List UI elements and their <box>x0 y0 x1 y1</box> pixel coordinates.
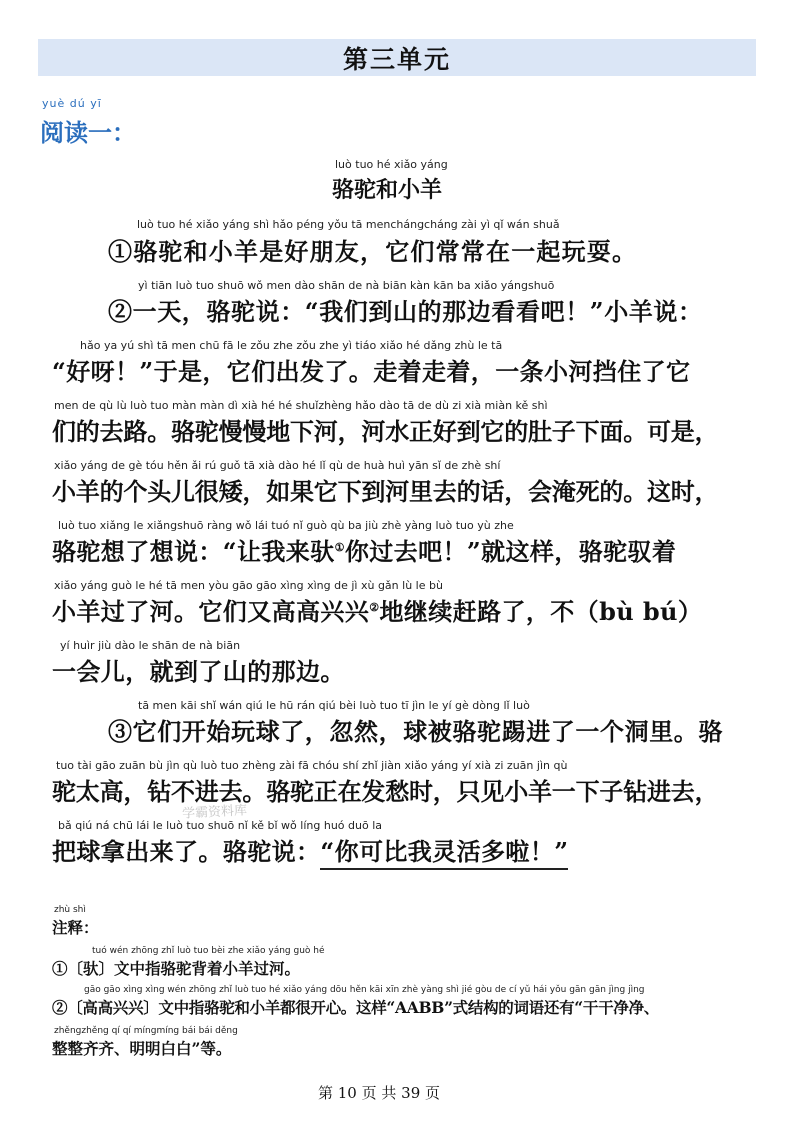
watermark: 学霸资料库 <box>181 803 248 822</box>
text-line: 驼太高，钻不进去。骆驼正在发愁时，只见小羊一下子钻进去， <box>52 777 719 806</box>
pinyin-line: xiǎo yáng guò le hé tā men yòu gāo gāo xìng xìng de jì xù gǎn lù le bù <box>54 579 443 592</box>
pinyin-line: yí huìr jiù dào le shān de nà biān <box>60 639 241 652</box>
pinyin-line: tuo tài gāo zuān bù jìn qù luò tuo zhèng zài fā chóu shí zhǐ jiàn xiǎo yáng yí xià zi zuān jìn qù <box>56 759 568 772</box>
underlined-quote: “你可比我灵活多啦！” <box>320 837 568 870</box>
note-pinyin: gāo gāo xìng xìng wén zhōng zhǐ luò tuo hé xiǎo yáng dōu hěn kāi xīn zhè yàng shì jié gòu de cí yǔ hái yǒu gān gān jìng jìng <box>84 985 645 995</box>
pinyin-line: xiǎo yáng de gè tóu hěn ǎi rú guǒ tā xià dào hé lǐ qù de huà huì yān sǐ de zhè shí <box>54 459 501 472</box>
notes-label: 注释： <box>52 918 99 937</box>
text-line: 一会儿，就到了山的那边。 <box>52 657 345 686</box>
pinyin-line: hǎo ya yú shì tā men chū fā le zǒu zhe zǒu zhe yì tiáo xiǎo hé dǎng zhù le tā <box>80 339 503 352</box>
note-item: 整整齐齐、明明白白”等。 <box>52 1039 232 1058</box>
text-line: ①骆驼和小羊是好朋友，它们常常在一起玩耍。 <box>108 237 638 266</box>
pinyin-line: tā men kāi shǐ wán qiú le hū rán qiú bèi luò tuo tī jìn le yí gè dòng lǐ luò <box>138 699 530 712</box>
footnote-mark: ② <box>369 601 380 614</box>
pinyin-line: men de qù lù luò tuo màn màn dì xià hé hé shuǐzhèng hǎo dào tā de dù zi xià miàn kě shì <box>54 399 548 412</box>
footnote-mark: ① <box>334 541 345 554</box>
unit-title: 第三单元 <box>342 44 451 74</box>
note-item: ②〔高高兴兴〕文中指骆驼和小羊都很开心。这样“AABB”式结构的词语还有“干干净净、 <box>52 998 659 1017</box>
text-line: ③它们开始玩球了，忽然，球被骆驼踢进了一个洞里。骆 <box>108 717 723 746</box>
text-line: ②一天，骆驼说：“我们到山的那边看看吧！”小羊说： <box>108 297 703 326</box>
section-heading: 阅读一： <box>40 118 136 147</box>
text-line: 们的去路。骆驼慢慢地下河，河水正好到它的肚子下面。可是， <box>52 417 719 446</box>
text-line: “好呀！”于是，它们出发了。走着走着，一条小河挡住了它 <box>52 357 691 386</box>
text-line: 把球拿出来了。骆驼说：“你可比我灵活多啦！” <box>52 832 568 867</box>
section-pinyin: yuè dú yī <box>42 97 102 110</box>
page-footer: 第 10 页 共 39 页 <box>318 1084 441 1102</box>
story-title: 骆驼和小羊 <box>332 177 443 203</box>
pinyin-line: bǎ qiú ná chū lái le luò tuo shuō nǐ kě bǐ wǒ líng huó duō la <box>58 819 382 832</box>
text-line: 骆驼想了想说：“让我来驮①你过去吧！”就这样，骆驼驭着 <box>52 537 677 566</box>
text-line: 小羊的个头儿很矮，如果它下到河里去的话，会淹死的。这时， <box>52 477 719 506</box>
note-pinyin: tuó wén zhōng zhǐ luò tuo bèi zhe xiǎo yáng guò hé <box>92 946 325 956</box>
unit-title-banner <box>38 39 756 76</box>
story-title-pinyin: luò tuo hé xiǎo yáng <box>335 158 448 171</box>
note-item: ①〔驮〕文中指骆驼背着小羊过河。 <box>52 959 301 978</box>
notes-label-pinyin: zhù shì <box>54 905 86 915</box>
pinyin-line: luò tuo xiǎng le xiǎngshuō ràng wǒ lái tuó nǐ guò qù ba jiù zhè yàng luò tuo yù zhe <box>58 519 514 532</box>
pinyin-line: luò tuo hé xiǎo yáng shì hǎo péng yǒu tā menchángcháng zài yì qǐ wán shuǎ <box>137 218 560 231</box>
note-pinyin: zhěngzhěng qí qí míngmíng bái bái děng <box>54 1026 238 1036</box>
pinyin-line: yì tiān luò tuo shuō wǒ men dào shān de nà biān kàn kān ba xiǎo yángshuō <box>138 279 555 292</box>
text-line: 小羊过了河。它们又高高兴兴②地继续赶路了，不（bù bú） <box>52 597 703 626</box>
